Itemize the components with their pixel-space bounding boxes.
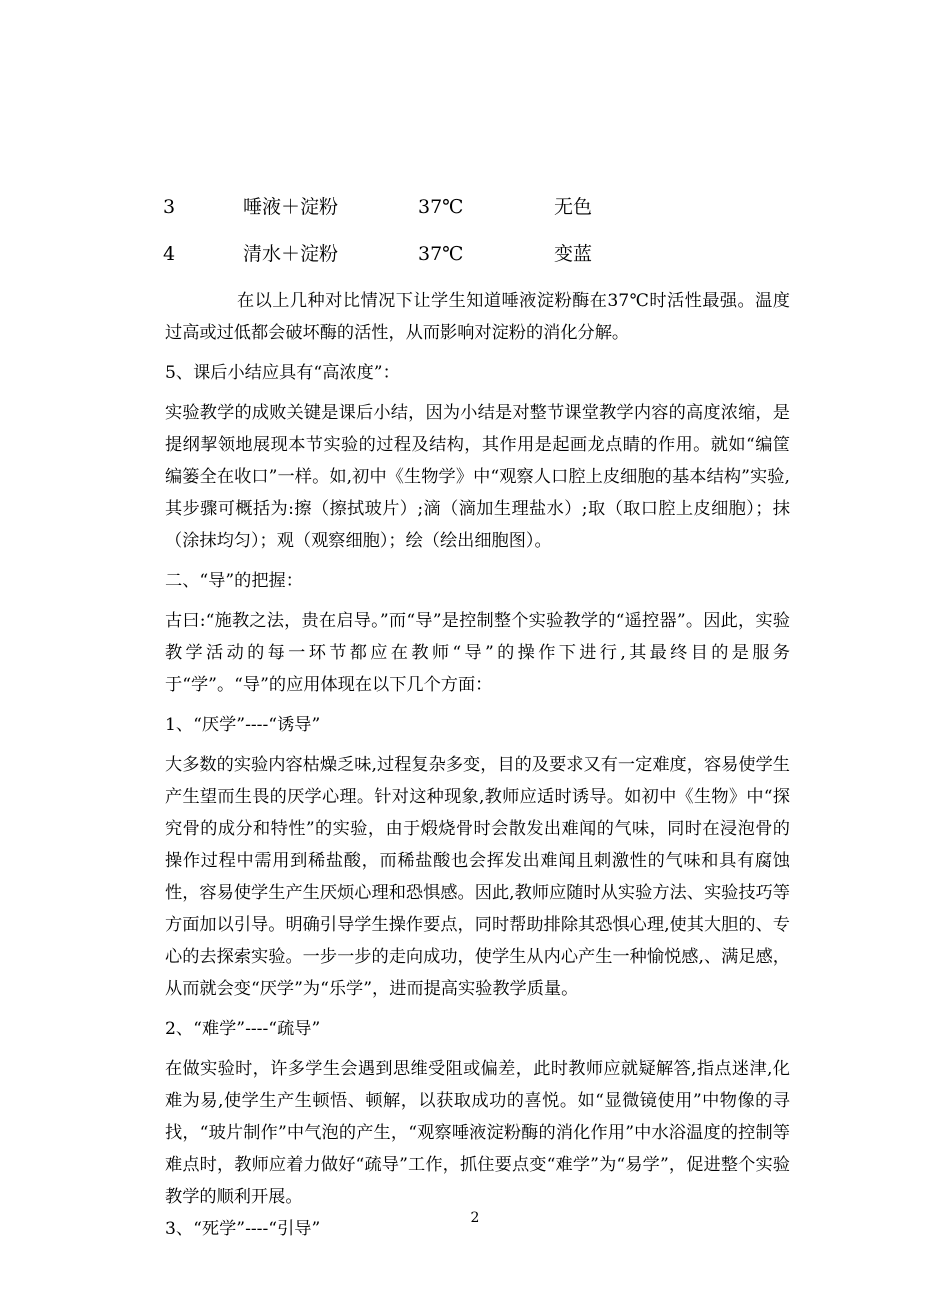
row-result: 无色 [554, 196, 593, 218]
item-2-paragraph: 在做实验时，许多学生会遇到思维受阻或偏差，此时教师应就疑解答,指点迷津,化难为易,使学生产生顿悟、顿解，以获取成功的喜悦。如“显微镜使用”中物像的寻找，“玻片制作”中气泡的产生，“观察唾液淀粉酶的消化作用”中水浴温度的控制等难点时，教师应着力做好“疏导”工作，抓住要点变“难学”为“易学”，促进整个实验教学的顺利开展。 [165, 1059, 790, 1207]
table-row [163, 192, 803, 222]
section-5-heading: 5、课后小结应具有“高浓度”： [165, 363, 400, 383]
document-body [165, 285, 790, 1253]
row-mixture: 唾液＋淀粉 [243, 196, 339, 218]
row-number: 4 [163, 243, 176, 265]
row-mixture: 清水＋淀粉 [243, 243, 339, 265]
item-1-heading: 1、“厌学”----“诱导” [165, 715, 321, 735]
row-number: 3 [163, 196, 176, 218]
page-number: 2 [470, 1210, 480, 1226]
section-5-paragraph: 实验教学的成败关键是课后小结，因为小结是对整节课堂教学内容的高度浓缩，是提纲挈领地展现本节实验的过程及结构，其作用是起画龙点睛的作用。就如“编筐编篓全在收口”一样。如,初中《生物学》中“观察人口腔上皮细胞的基本结构”实验,其步骤可概括为:擦（擦拭玻片）;滴（滴加生理盐水）;取（取口腔上皮细胞）；抹（涂抹均匀）；观（观察细胞）；绘（绘出细胞图）。 [165, 403, 790, 551]
item-2-heading: 2、“难学”----“疏导” [165, 1019, 321, 1039]
part-2-heading: 二、“导”的把握： [165, 571, 303, 591]
item-1-paragraph: 大多数的实验内容枯燥乏味,过程复杂多变，目的及要求又有一定难度，容易使学生产生望而生畏的厌学心理。针对这种现象,教师应适时诱导。如初中《生物》中“探究骨的成分和特性”的实验，由于煅烧骨时会散发出难闻的气味，同时在浸泡骨的操作过程中需用到稀盐酸，而稀盐酸也会挥发出难闻且刺激性的气味和具有腐蚀性，容易使学生产生厌烦心理和恐惧感。因此,教师应随时从实验方法、实验技巧等方面加以引导。明确引导学生操作要点，同时帮助排除其恐惧心理,使其大胆的、专心的去探索实验。一步一步的走向成功，使学生从内心产生一种愉悦感,、满足感，从而就会变“厌学”为“乐学”，进而提高实验教学质量。 [165, 755, 790, 999]
conclusion-paragraph: 在以上几种对比情况下让学生知道唾液淀粉酶在37℃时活性最强。温度过高或过低都会破坏酶的活性，从而影响对淀粉的消化分解。 [165, 291, 790, 343]
table-row [163, 239, 803, 269]
row-temperature: 37℃ [418, 196, 464, 218]
item-3-heading: 3、“死学”----“引导” [165, 1219, 321, 1239]
row-temperature: 37℃ [418, 243, 464, 265]
part-2-paragraph: 古曰:“施教之法，贵在启导。”而“导”是控制整个实验教学的“遥控器”。因此，实验教学活动的每一环节都应在教师“导”的操作下进行,其最终目的是服务于“学”。“导”的应用体现在以下几个方面： [165, 611, 790, 695]
row-result: 变蓝 [554, 243, 593, 265]
